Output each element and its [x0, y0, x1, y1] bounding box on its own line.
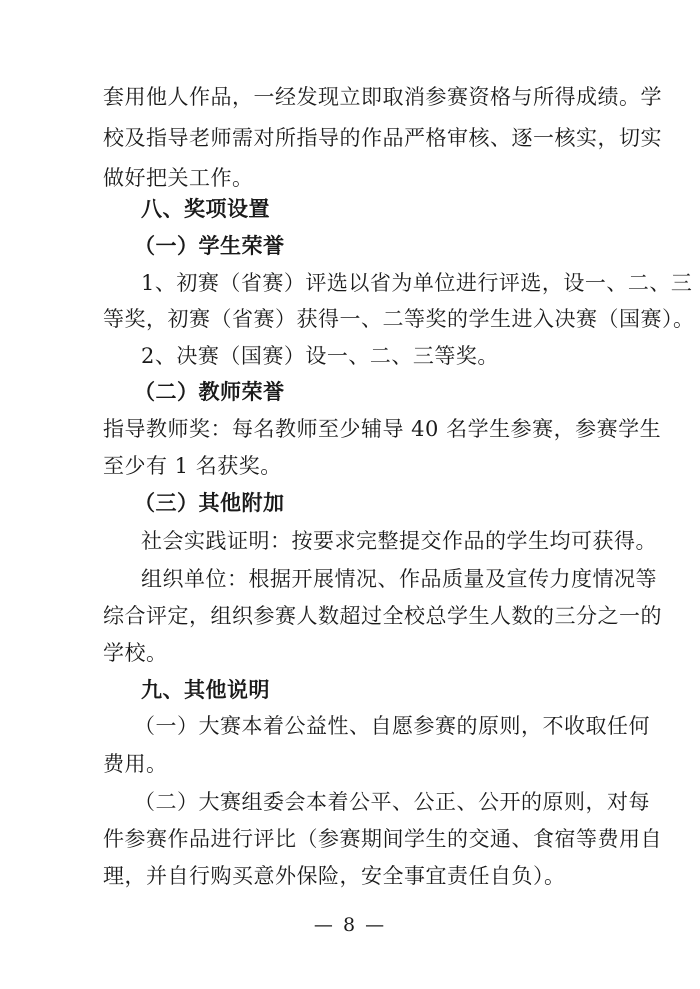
paragraph-line: （二）大赛组委会本着公平、公正、公开的原则，对每 [134, 790, 650, 814]
section-heading-awards: 八、奖项设置 [141, 197, 270, 221]
paragraph-line: 件参赛作品进行评比（参赛期间学生的交通、食宿等费用自 [103, 827, 662, 851]
paragraph-line: （一）大赛本着公益性、自愿参赛的原则，不收取任何 [134, 714, 650, 738]
paragraph-line: 等奖，初赛（省赛）获得一、二等奖的学生进入决赛（国赛）。 [103, 307, 695, 331]
paragraph-line: 学校。 [103, 641, 168, 665]
paragraph-line: 组织单位：根据开展情况、作品质量及宣传力度情况等 [141, 567, 657, 591]
paragraph-line: 理，并自行购买意外保险，安全事宜责任自负）。 [103, 864, 566, 888]
paragraph-line: 2、决赛（国赛）设一、二、三等奖。 [141, 344, 499, 368]
page-number: — 8 — [313, 914, 387, 936]
subsection-heading-student-honors: （一）学生荣誉 [134, 234, 285, 258]
paragraph-line: 校及指导老师需对所指导的作品严格审核、逐一核实，切实 [103, 126, 662, 150]
paragraph-line: 1、初赛（省赛）评选以省为单位进行评选，设一、二、三 [141, 271, 693, 295]
paragraph-line: 做好把关工作。 [103, 166, 254, 190]
paragraph-line: 社会实践证明：按要求完整提交作品的学生均可获得。 [141, 529, 657, 553]
paragraph-line: 综合评定，组织参赛人数超过全校总学生人数的三分之一的 [103, 604, 662, 628]
paragraph-line: 套用他人作品，一经发现立即取消参赛资格与所得成绩。学 [103, 85, 662, 109]
section-heading-other-notes: 九、其他说明 [141, 678, 270, 702]
paragraph-line: 费用。 [103, 752, 168, 776]
paragraph-line: 指导教师奖：每名教师至少辅导 40 名学生参赛，参赛学生 [103, 417, 662, 441]
subsection-heading-teacher-honors: （二）教师荣誉 [134, 380, 285, 404]
subsection-heading-other: （三）其他附加 [134, 491, 285, 515]
paragraph-line: 至少有 1 名获奖。 [103, 454, 282, 478]
